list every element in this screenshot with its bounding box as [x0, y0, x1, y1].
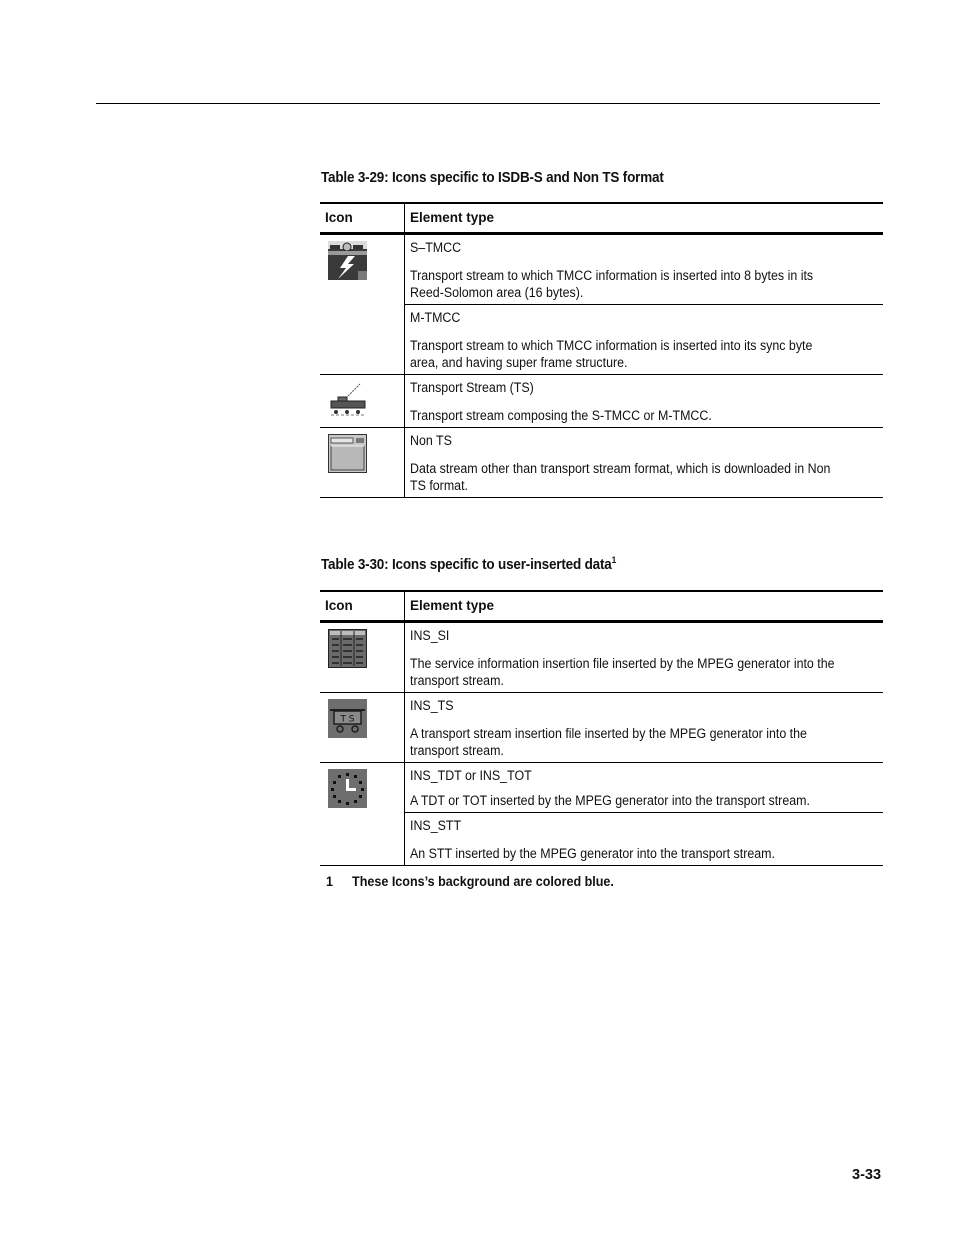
list-item: INS_SI The service information insertion file inserted by the MPEG generator into the transport stream. — [410, 628, 835, 688]
table-header — [320, 592, 883, 622]
element-type-column-header: Element type — [410, 598, 495, 613]
table-30 — [320, 590, 883, 866]
table-29 — [320, 202, 883, 498]
table-row — [320, 234, 883, 374]
transport-stream-icon — [328, 381, 367, 420]
footnote — [326, 874, 614, 889]
table-29-caption: Table 3-29: Icons specific to ISDB-S and Non TS format — [321, 170, 664, 186]
icon-column-header: Icon — [320, 204, 405, 232]
clock-icon — [328, 769, 367, 808]
table-header — [320, 204, 883, 234]
icon-column-header: Icon — [320, 592, 405, 620]
satellite-tmcc-icon — [328, 241, 367, 280]
list-item: INS_TS A transport stream insertion file inserted by the MPEG generator into the transport stream. — [410, 698, 807, 758]
svg-text:T S: T S — [340, 714, 355, 725]
table-row — [320, 762, 883, 865]
table-row — [320, 427, 883, 497]
table-row — [320, 622, 883, 692]
page-number: 3-33 — [852, 1167, 882, 1183]
ins-ts-wagon-icon — [328, 699, 367, 738]
footnote-text: These Icons’s background are colored blue. — [352, 874, 614, 889]
list-item: S–TMCC Transport stream to which TMCC information is inserted into 8 bytes in its Reed-Solomon area (16 bytes). — [410, 240, 814, 300]
list-item: INS_STT An STT inserted by the MPEG generator into the transport stream. — [405, 812, 883, 865]
header-rule — [96, 103, 880, 104]
table-30-caption: Table 3-30: Icons specific to user-inserted data$^1$ — [321, 555, 617, 573]
list-item: Transport Stream (TS) Transport stream composing the S-TMCC or M-TMCC. — [410, 380, 712, 423]
table-row — [320, 692, 883, 762]
list-item: Non TS Data stream other than transport stream format, which is downloaded in Non TS format. — [410, 433, 831, 493]
list-item: INS_TDT or INS_TOT A TDT or TOT inserted by the MPEG generator into the transport stream. — [410, 768, 810, 808]
footnote-number: 1 — [326, 874, 333, 889]
ins-si-table-icon — [328, 629, 367, 668]
element-type-column-header: Element type — [410, 210, 495, 225]
list-item: M-TMCC Transport stream to which TMCC information is inserted into its sync byte area, and having super frame structure. — [405, 304, 883, 374]
table-row — [320, 374, 883, 427]
non-ts-folder-icon — [328, 434, 367, 473]
